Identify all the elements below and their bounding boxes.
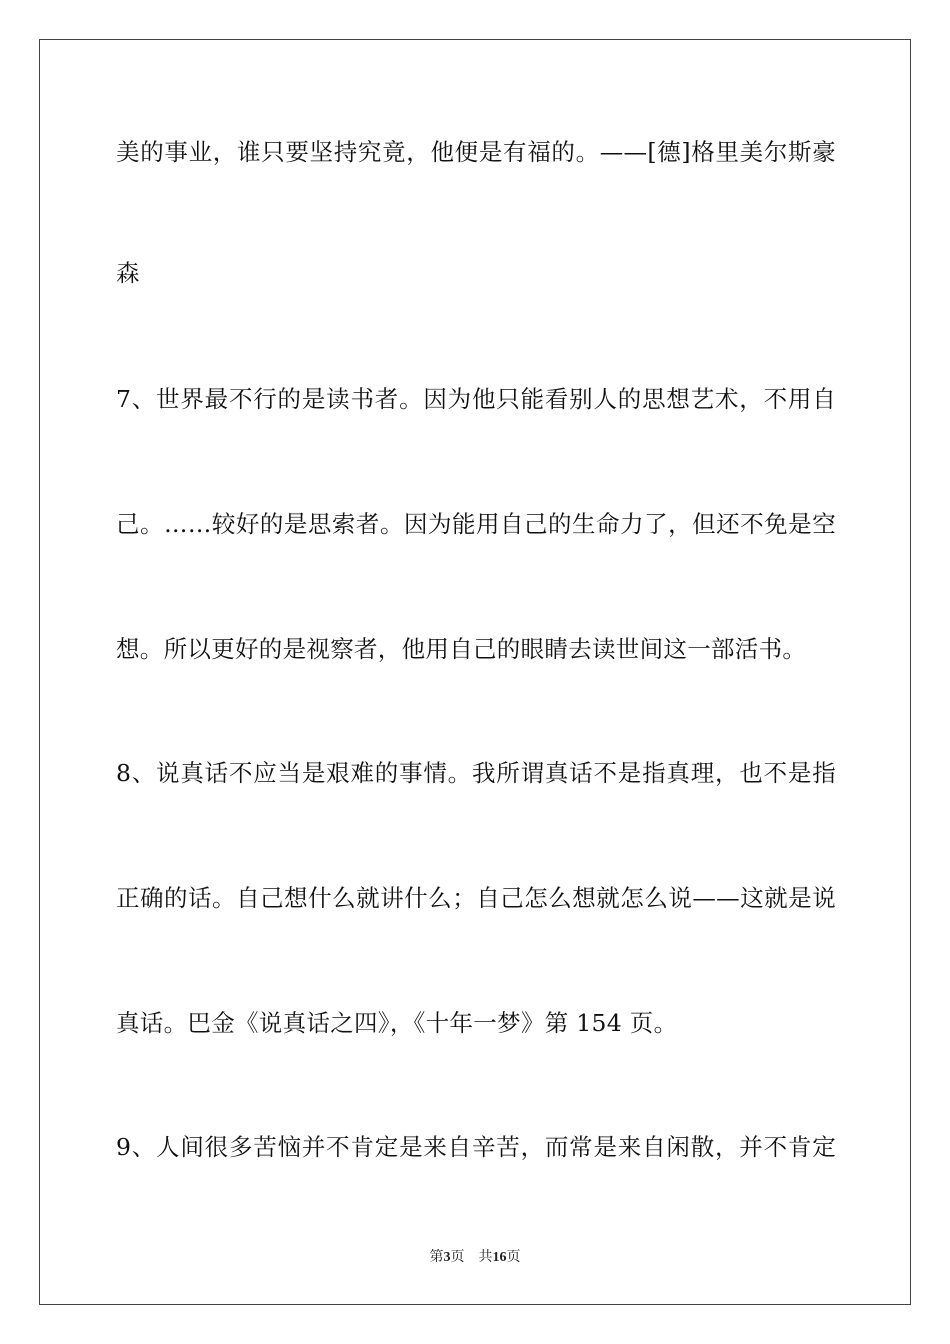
page-footer	[0, 1248, 950, 1267]
text-line-4: 己。……较好的是思索者。因为能用自己的生命力了，但还不免是空	[116, 510, 836, 538]
page-border	[39, 39, 911, 1305]
text-line-3: 7、世界最不行的是读书者。因为他只能看别人的思想艺术，不用自	[116, 385, 836, 413]
text-line-1: 美的事业，谁只要坚持究竟，他便是有福的。——[德]格里美尔斯豪	[116, 138, 836, 166]
footer-page-prefix: 第	[429, 1249, 444, 1265]
text-line-2: 森	[116, 259, 140, 287]
footer-page-number: 3	[443, 1250, 451, 1265]
text-line-5: 想。所以更好的是视察者，他用自己的眼睛去读世间这一部活书。	[116, 635, 807, 663]
footer-page-suffix: 页	[450, 1249, 465, 1265]
footer-total-pages: 16	[492, 1250, 507, 1265]
text-line-7: 正确的话。自己想什么就讲什么；自己怎么想就怎么说——这就是说	[116, 884, 836, 912]
text-line-8: 真话。巴金《说真话之四》，《十年一梦》第 154 页。	[116, 1009, 678, 1037]
text-line-9: 9、人间很多苦恼并不肯定是来自辛苦，而常是来自闲散，并不肯定	[116, 1133, 836, 1161]
text-line-6: 8、说真话不应当是艰难的事情。我所谓真话不是指真理，也不是指	[116, 759, 836, 787]
footer-total-prefix: 共	[478, 1249, 493, 1265]
footer-total-suffix: 页	[506, 1249, 521, 1265]
